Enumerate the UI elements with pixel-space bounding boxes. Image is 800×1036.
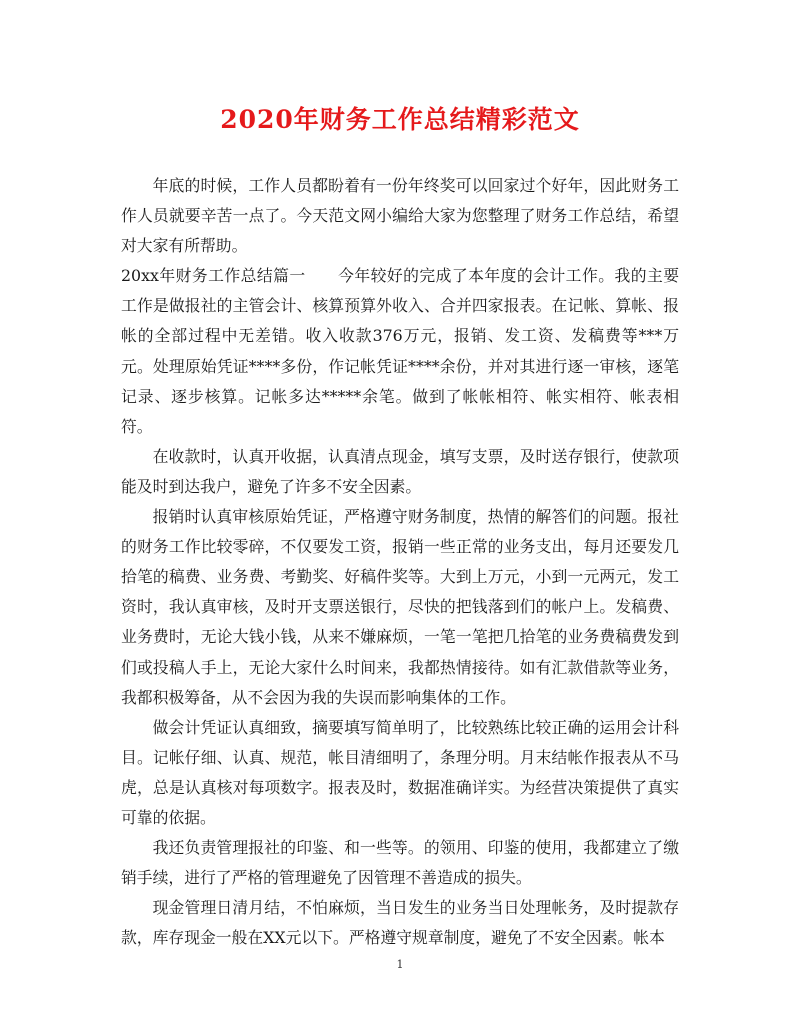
paragraph: 报销时认真审核原始凭证，严格遵守财务制度，热情的解答们的问题。报社的财务工作比较零碎，不仅要发工资，报销一些正常的业务支出，每月还要发几拾笔的稿费、业务费、考勤奖、好稿件奖等。大到上万元，小到一元两元，发工资时，我认真审核，及时开支票送银行，尽快的把钱落到们的帐户上。发稿费、业务费时，无论大钱小钱，从来不嫌麻烦，一笔一笔把几拾笔的业务费稿费发到们或投稿人手上，无论大家什么时间来，我都热情接待。如有汇款借款等业务，我都积极筹备，从不会因为我的失误而影响集体的工作。 xyxy=(121,507,679,707)
paragraph: 在收款时，认真开收据，认真清点现金，填写支票，及时送存银行，使款项能及时到达我户，避免了许多不安全因素。 xyxy=(121,446,679,496)
paragraph: 我还负责管理报社的印鉴、和一些等。的领用、印鉴的使用，我都建立了缴销手续，进行了严格的管理避免了因管理不善造成的损失。 xyxy=(121,838,679,888)
paragraph: 年底的时候，工作人员都盼着有一份年终奖可以回家过个好年，因此财务工作人员就要辛苦一点了。今天范文网小编给大家为您整理了财务工作总结，希望对大家有所帮助。 xyxy=(121,176,679,256)
page-number: 1 xyxy=(396,958,404,971)
document-body xyxy=(121,171,679,953)
paragraph: 20xx年财务工作总结篇一 今年较好的完成了本年度的会计工作。我的主要工作是做报社的主管会计、核算预算外收入、合并四家报表。在记帐、算帐、报帐的全部过程中无差错。收入收款376万元，报销、发工资、发稿费等***万元。处理原始凭证****多份，作记帐凭证****余份，并对其进行逐一审核，逐笔记录、逐步核算。记帐多达*****余笔。做到了帐帐相符、帐实相符、帐表相符。 xyxy=(121,266,679,436)
document-title: 2020年财务工作总结精彩范文 xyxy=(220,105,580,134)
paragraph: 现金管理日清月结，不怕麻烦，当日发生的业务当日处理帐务，及时提款存款，库存现金一般在XX元以下。严格遵守规章制度，避免了不安全因素。帐本 xyxy=(121,898,679,948)
paragraph: 做会计凭证认真细致，摘要填写简单明了，比较熟练比较正确的运用会计科目。记帐仔细、认真、规范，帐目清细明了，条理分明。月末结帐作报表从不马虎，总是认真核对每项数字。报表及时，数据准确详实。为经营决策提供了真实可靠的依据。 xyxy=(121,717,679,827)
